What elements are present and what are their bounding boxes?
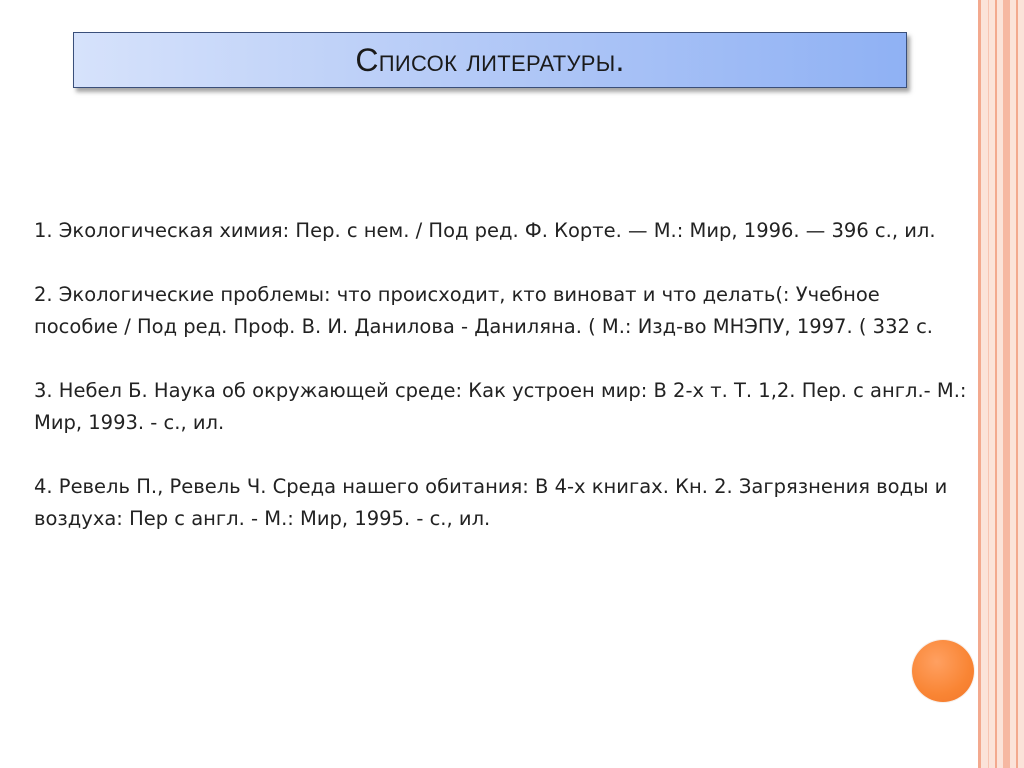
reference-item: 2. Экологические проблемы: что происходит, кто виноват и что делать(: Учебное пособие / Под ред. Проф. В. И. Данилова - Даниляна. ( М.: Изд-во МНЭПУ, 1997. ( 332 с.	[34, 283, 933, 338]
decorative-stripe	[988, 0, 989, 768]
reference-item: 4. Ревель П., Ревель Ч. Среда нашего обитания: В 4-х книгах. Кн. 2. Загрязнения воды и воздуха: Пер с англ. - М.: Мир, 1995. - с., ил.	[34, 475, 948, 530]
page-title: Список литературы.	[355, 41, 625, 78]
decorative-stripe	[995, 0, 997, 768]
reference-item: 1. Экологическая химия: Пер. с нем. / Под ред. Ф. Корте. — М.: Мир, 1996. — 396 с., ил.	[34, 219, 936, 242]
decorative-stripe	[1016, 0, 1018, 768]
reference-item: 3. Небел Б. Наука об окружающей среде: Как устроен мир: В 2-х т. Т. 1,2. Пер. с англ.- М.: Мир, 1993. - с., ил.	[34, 379, 967, 434]
decorative-stripe	[1003, 0, 1010, 768]
reference-list	[34, 215, 969, 567]
decorative-stripe	[978, 0, 981, 768]
title-box	[73, 32, 907, 88]
decorative-circle	[912, 640, 974, 702]
